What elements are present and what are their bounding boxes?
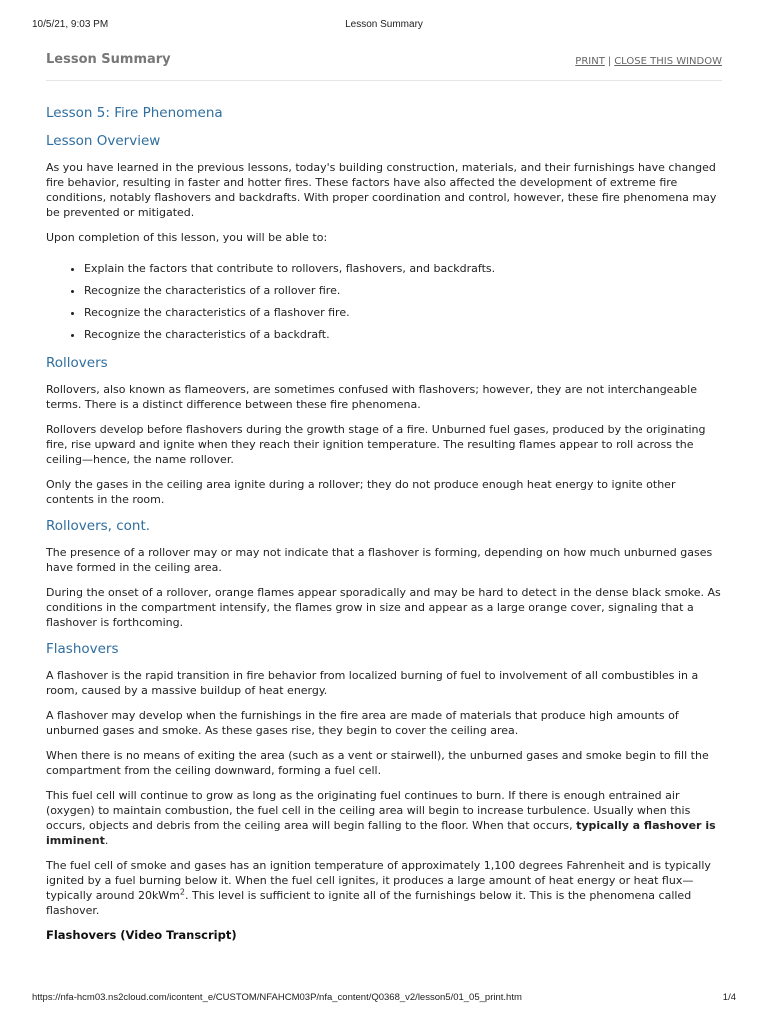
page-actions (575, 56, 722, 67)
print-header (32, 19, 736, 33)
paragraph: As you have learned in the previous lessons, today's building construction, materials, and their furnishings have changed fire behavior, resulting in faster and hotter fires. These factors have also affected the development of extreme fire conditions, notably flashovers and backdrafts. With proper coordination and control, however, these fire phenomena may be prevented or mitigated. (46, 161, 717, 219)
paragraph: Upon completion of this lesson, you will be able to: (46, 231, 328, 244)
lesson-title: Lesson 5: Fire Phenomena (46, 105, 223, 121)
link-separator: | (607, 56, 612, 67)
section-heading-flashovers: Flashovers (46, 641, 119, 657)
emphasis-text: typically a flashover is imminent (46, 819, 716, 847)
paragraph: Rollovers, also known as flameovers, are sometimes confused with flashovers; however, they are not interchangeable terms. There is a distinct difference between these fire phenomena. (46, 383, 697, 411)
subheading-video-transcript: Flashovers (Video Transcript) (46, 928, 237, 942)
paragraph: A flashover is the rapid transition in fire behavior from localized burning of fuel to involvement of all combustibles in a room, caused by a massive buildup of heat energy. (46, 669, 699, 697)
lesson-content (46, 104, 724, 943)
superscript: 2 (179, 887, 185, 897)
paragraph (46, 788, 724, 848)
divider (46, 80, 722, 81)
paragraph: The presence of a rollover may or may not indicate that a flashover is forming, depending on how much unburned gases have formed in the ceiling area. (46, 546, 713, 574)
list-item: • Recognize the characteristics of a backdraft. (84, 327, 724, 342)
page-indicator: 1/4 (722, 992, 736, 1003)
page-top-bar (46, 52, 722, 74)
close-window-link[interactable]: CLOSE THIS WINDOW (614, 56, 722, 67)
paragraph: Rollovers develop before flashovers during the growth stage of a fire. Unburned fuel gases, produced by the originating fire, rise upward and ignite when they reach their ignition temperature. The resulting flames appear to roll across the ceiling—hence, the name rollover. (46, 423, 706, 466)
objectives-list (46, 261, 724, 342)
section-heading-rollovers-cont: Rollovers, cont. (46, 518, 151, 534)
page-title: Lesson Summary (46, 52, 171, 67)
section-heading-rollovers: Rollovers (46, 355, 108, 371)
list-item: • Explain the factors that contribute to rollovers, flashovers, and backdrafts. (84, 261, 724, 276)
section-heading-overview: Lesson Overview (46, 133, 161, 149)
print-footer (32, 992, 736, 1006)
list-item: • Recognize the characteristics of a rollover fire. (84, 283, 724, 298)
paragraph: When there is no means of exiting the area (such as a vent or stairwell), the unburned gases and smoke begin to fill the compartment from the ceiling downward, forming a fuel cell. (46, 749, 709, 777)
list-item: • Recognize the characteristics of a flashover fire. (84, 305, 724, 320)
print-link[interactable]: PRINT (575, 56, 605, 67)
text-run: This fuel cell will continue to grow as long as the originating fuel continues to burn. If there is enough entrained air (oxygen) to maintain combustion, the fuel cell in the ceiling area will begin to increase turbulence. Usually when this occurs, objects and debris from the ceiling area will begin falling to the floor. When that occurs, (46, 789, 691, 832)
page-url: https://nfa-hcm03.ns2cloud.com/icontent_e/CUSTOM/NFAHCM03P/nfa_content/Q0368_v2/lesson5/01_05_print.htm (32, 992, 522, 1003)
print-doc-title: Lesson Summary (345, 19, 423, 30)
paragraph (46, 858, 724, 918)
text-run: . This level is sufficient to ignite all of the furnishings below it. This is the phenomena called flashover. (46, 889, 692, 917)
text-run: . (104, 834, 109, 847)
paragraph: Only the gases in the ceiling area ignite during a rollover; they do not produce enough heat energy to ignite other contents in the room. (46, 478, 676, 506)
text-run: The fuel cell of smoke and gases has an ignition temperature of approximately 1,100 degrees Fahrenheit and is typically ignited by a fuel burning below it. When the fuel cell ignites, it produces a large amount of heat energy or heat flux—typically around 20kWm (46, 859, 711, 902)
print-datetime: 10/5/21, 9:03 PM (32, 19, 109, 30)
paragraph: During the onset of a rollover, orange flames appear sporadically and may be hard to detect in the dense black smoke. As conditions in the compartment intensify, the flames grow in size and appear as a large orange cover, signaling that a flashover is forthcoming. (46, 586, 721, 629)
paragraph: A flashover may develop when the furnishings in the fire area are made of materials that produce high amounts of unburned gases and smoke. As these gases rise, they begin to cover the ceiling area. (46, 709, 679, 737)
